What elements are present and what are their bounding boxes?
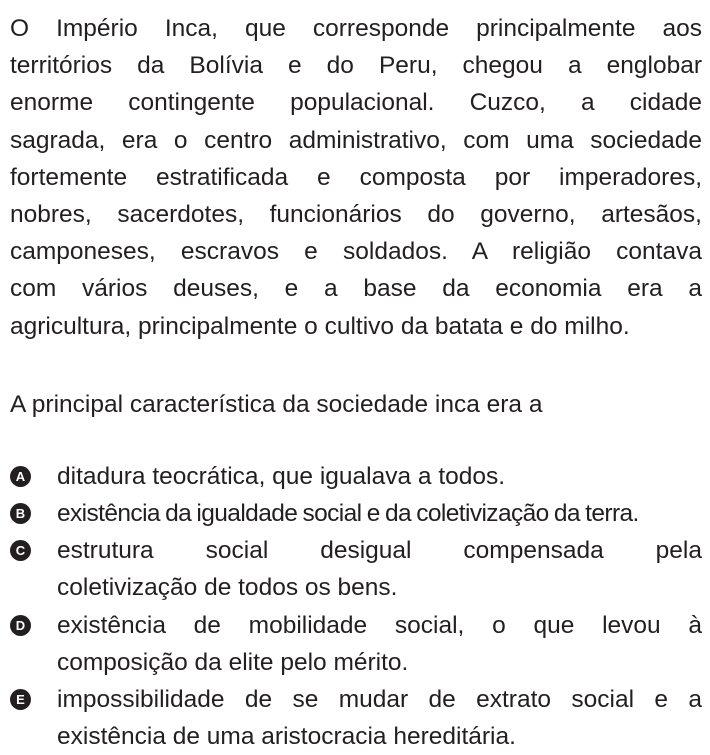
option-c-letter-badge[interactable]: C [10, 540, 31, 561]
passage-line: com vários deuses, e a base da economia era a [10, 275, 702, 303]
option-line: composição da elite pelo mérito. [57, 649, 409, 677]
passage-line: agricultura, principalmente o cultivo da batata e do milho. [10, 312, 630, 340]
option-e-letter-badge[interactable]: E [10, 689, 31, 710]
option-d-letter-badge[interactable]: D [10, 615, 31, 636]
option-b-letter-badge[interactable]: B [10, 503, 31, 524]
option-line: ditadura teocrática, que igualava a todos. [57, 463, 506, 490]
passage-line: sagrada, era o centro administrativo, com uma sociedade [10, 126, 702, 154]
option-b-text [57, 495, 702, 532]
option-a-letter-badge[interactable]: A [10, 466, 31, 487]
passage-line: camponeses, escravos e soldados. A religião contava [10, 238, 702, 266]
option-line: existência de uma aristocracia hereditária. [57, 723, 516, 751]
passage-line: nobres, sacerdotes, funcionários do governo, artesãos, [10, 200, 702, 228]
passage-line: enorme contingente populacional. Cuzco, a cidade [10, 89, 702, 117]
option-line: coletivização de todos os bens. [57, 574, 398, 602]
passage-line: O Império Inca, que corresponde principalmente aos [10, 15, 702, 42]
passage-line: territórios da Bolívia e do Peru, chegou a englobar [10, 52, 702, 80]
question-stem: A principal característica da sociedade inca era a [10, 391, 543, 418]
passage-line: fortemente estratificada e composta por imperadores, [10, 163, 702, 191]
option-e-text [57, 681, 702, 755]
option-c-text [57, 532, 702, 606]
option-line: existência da igualdade social e da coletivização da terra. [57, 500, 639, 527]
option-a-text [57, 458, 702, 495]
option-line: estrutura social desigual compensada pela [57, 537, 702, 564]
option-d-text [57, 607, 702, 681]
option-line: impossibilidade de se mudar de extrato social e a [57, 686, 702, 713]
passage-text [10, 10, 702, 345]
option-line: existência de mobilidade social, o que levou à [57, 612, 702, 639]
